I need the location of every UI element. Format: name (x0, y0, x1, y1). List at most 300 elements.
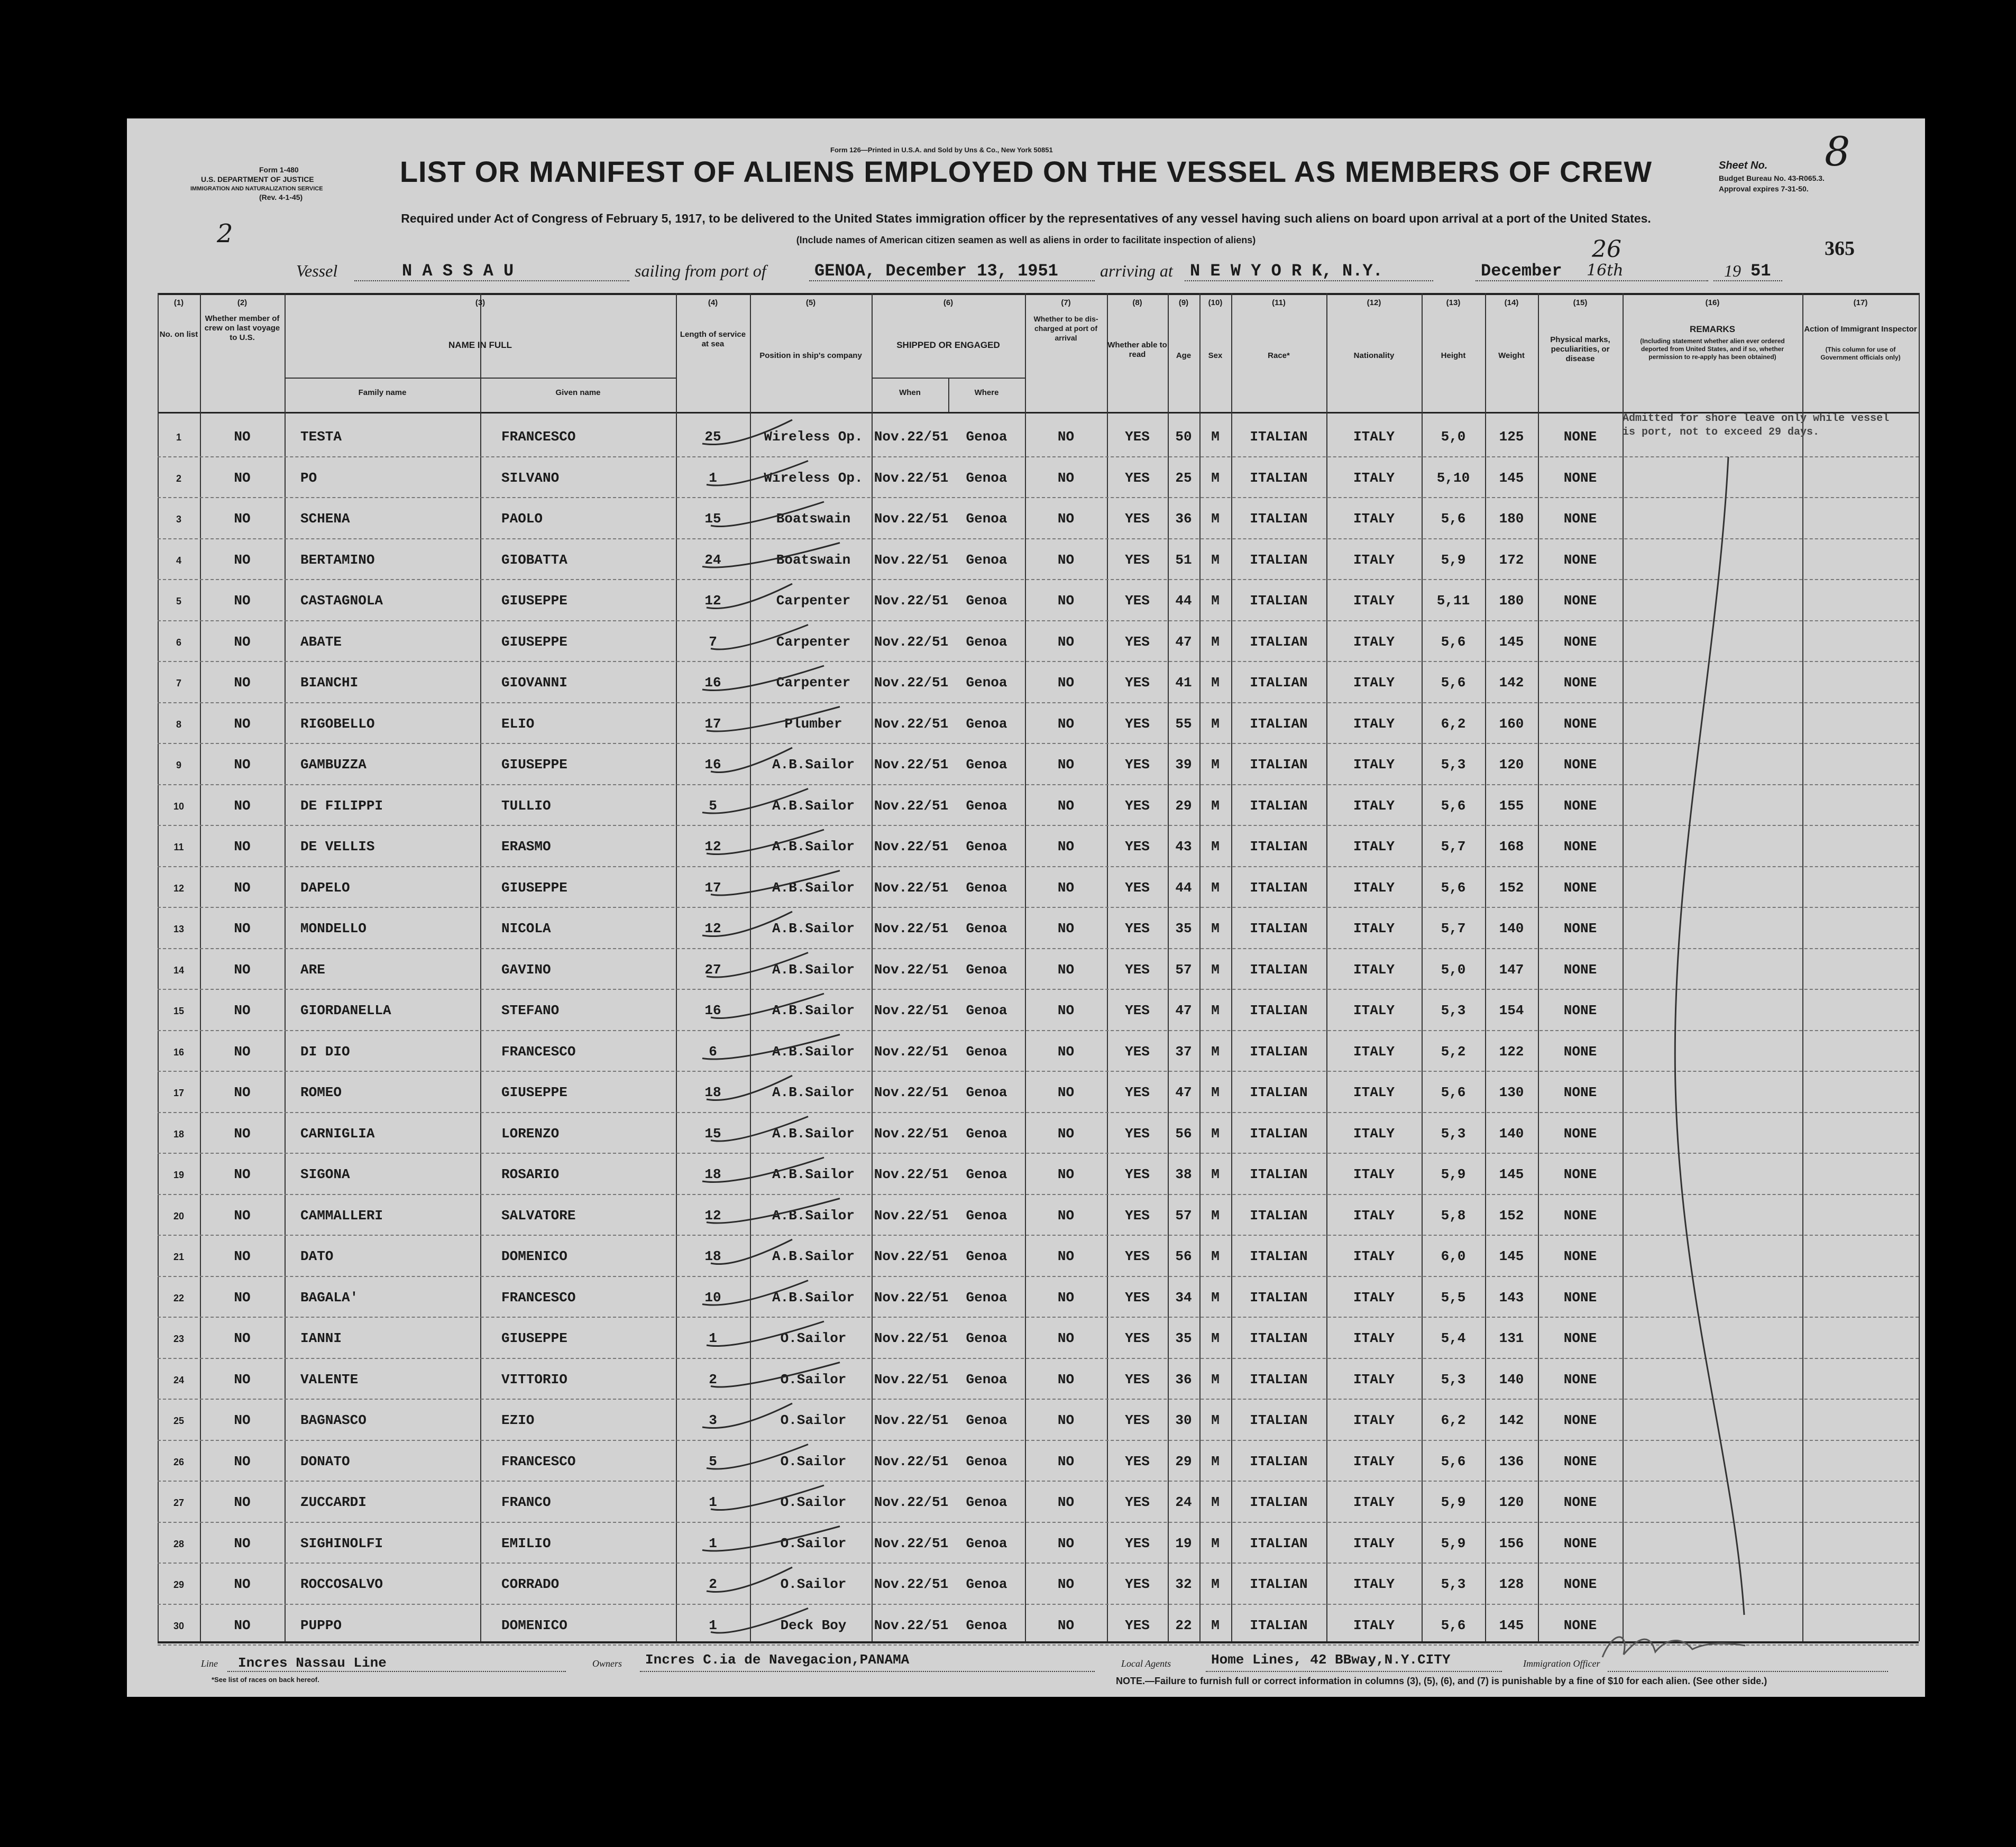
row-given-name: FRANCESCO (501, 429, 576, 445)
row-position: A.B.Sailor (772, 1166, 855, 1182)
header-shipped: SHIPPED OR ENGAGED (896, 340, 1000, 350)
row-position: A.B.Sailor (772, 1248, 855, 1264)
subheader-rule (285, 378, 676, 379)
department: U.S. DEPARTMENT OF JUSTICE (201, 175, 314, 183)
row-height: 5,8 (1441, 1207, 1466, 1224)
row-nationality: ITALY (1353, 1003, 1395, 1018)
row-discharged: NO (1057, 552, 1075, 568)
row-weight: 143 (1499, 1289, 1524, 1306)
check-mark (702, 1157, 824, 1182)
row-number: 3 (176, 514, 181, 525)
row-length-service: 10 (704, 1289, 721, 1306)
stamp-number: 365 (1825, 237, 1855, 260)
column-number: (7) (1061, 298, 1071, 307)
check-mark (707, 1445, 808, 1469)
row-given-name: LORENZO (501, 1125, 560, 1142)
row-number: 25 (173, 1416, 185, 1426)
row-when: Nov.22/51 (874, 1453, 949, 1469)
row-discharged: NO (1057, 1371, 1075, 1387)
row-physical-marks: NONE (1563, 511, 1597, 527)
check-mark (702, 420, 792, 445)
row-discharged: NO (1057, 675, 1075, 691)
row-age: 30 (1175, 1412, 1192, 1428)
row-weight: 130 (1499, 1085, 1524, 1100)
sailing-label: sailing from port of (635, 261, 766, 280)
header-sex: Sex (1208, 351, 1223, 360)
header-remarks-note: (Including statement whether alien ever ordered deported from United States, and if so, whether permission to re-apply has been obtained) (1640, 337, 1785, 361)
row-where: Genoa (966, 1085, 1007, 1100)
row-where: Genoa (966, 552, 1007, 568)
row-able-read: YES (1125, 879, 1150, 896)
row-weight: 131 (1499, 1330, 1524, 1346)
header-where: Where (974, 388, 999, 397)
row-sex: M (1211, 839, 1220, 854)
row-weight: 145 (1499, 1248, 1524, 1264)
row-given-name: STEFANO (501, 1003, 560, 1018)
row-previous-voyage: NO (234, 675, 251, 691)
row-where: Genoa (966, 961, 1007, 978)
row-number: 20 (173, 1210, 185, 1221)
row-weight: 180 (1499, 593, 1524, 609)
row-physical-marks: NONE (1563, 1289, 1597, 1306)
row-number: 12 (173, 883, 185, 894)
row-nationality: ITALY (1353, 797, 1395, 814)
row-number: 26 (173, 1456, 185, 1467)
row-age: 50 (1175, 429, 1192, 445)
row-discharged: NO (1057, 429, 1075, 445)
row-weight: 180 (1499, 511, 1524, 527)
row-age: 47 (1175, 1085, 1192, 1100)
row-where: Genoa (966, 1494, 1007, 1510)
row-nationality: ITALY (1353, 552, 1395, 568)
header-no-on-list: No. on list (159, 330, 198, 339)
row-family-name: SCHENA (300, 511, 350, 527)
row-position: O.Sailor (780, 1535, 847, 1551)
row-discharged: NO (1057, 1617, 1075, 1633)
check-mark (707, 830, 824, 854)
row-height: 5,7 (1441, 839, 1466, 854)
row-nationality: ITALY (1353, 1207, 1395, 1224)
row-length-service: 24 (704, 552, 721, 568)
row-race: ITALIAN (1250, 429, 1308, 445)
row-where: Genoa (966, 1576, 1007, 1592)
row-previous-voyage: NO (234, 1248, 251, 1264)
row-nationality: ITALY (1353, 1085, 1395, 1100)
row-position: Plumber (784, 715, 842, 732)
row-given-name: GIUSEPPE (501, 757, 567, 773)
row-height: 5,6 (1441, 1085, 1466, 1100)
check-mark (711, 1485, 824, 1510)
row-position: Carpenter (776, 633, 851, 650)
row-weight: 145 (1499, 470, 1524, 486)
row-age: 29 (1175, 1453, 1192, 1469)
row-length-service: 1 (709, 1330, 717, 1346)
row-sex: M (1211, 633, 1220, 650)
row-family-name: DATO (300, 1248, 334, 1264)
check-mark (702, 789, 808, 814)
row-race: ITALIAN (1250, 1371, 1308, 1387)
row-length-service: 16 (704, 757, 721, 773)
row-able-read: YES (1125, 961, 1150, 978)
row-race: ITALIAN (1250, 633, 1308, 650)
column-number: (8) (1132, 298, 1142, 307)
row-family-name: ABATE (300, 633, 342, 650)
row-weight: 155 (1499, 797, 1524, 814)
arrival-date: December (1481, 261, 1562, 281)
row-when: Nov.22/51 (874, 1371, 949, 1387)
row-height: 5,10 (1436, 470, 1470, 486)
check-mark (702, 666, 824, 691)
row-previous-voyage: NO (234, 633, 251, 650)
row-length-service: 1 (709, 1494, 717, 1510)
column-number: (16) (1705, 298, 1720, 307)
column-number: (5) (805, 298, 816, 307)
row-given-name: GIOBATTA (501, 552, 567, 568)
row-sex: M (1211, 1125, 1220, 1142)
row-nationality: ITALY (1353, 1535, 1395, 1551)
row-number: 13 (173, 924, 185, 934)
arriving-value: N E W Y O R K, N.Y. (1190, 261, 1383, 281)
row-height: 5,0 (1441, 429, 1466, 445)
row-number: 19 (173, 1170, 185, 1180)
row-where: Genoa (966, 797, 1007, 814)
row-sex: M (1211, 1494, 1220, 1510)
row-height: 5,3 (1441, 1003, 1466, 1018)
row-weight: 140 (1499, 1371, 1524, 1387)
row-weight: 128 (1499, 1576, 1524, 1592)
row-discharged: NO (1057, 1330, 1075, 1346)
row-age: 22 (1175, 1617, 1192, 1633)
row-given-name: FRANCESCO (501, 1289, 576, 1306)
header-action-note: (This column for use of Government officials only) (1820, 346, 1901, 361)
row-given-name: TULLIO (501, 797, 551, 814)
row-position: O.Sailor (780, 1330, 847, 1346)
row-race: ITALIAN (1250, 1125, 1308, 1142)
row-length-service: 1 (709, 1617, 717, 1633)
row-where: Genoa (966, 1617, 1007, 1633)
row-race: ITALIAN (1250, 511, 1308, 527)
year-prefix: 19 (1724, 261, 1741, 280)
row-given-name: ERASMO (501, 839, 551, 854)
row-sex: M (1211, 1535, 1220, 1551)
row-number: 16 (173, 1046, 185, 1058)
row-given-name: FRANCESCO (501, 1043, 576, 1060)
row-family-name: ROCCOSALVO (300, 1576, 383, 1592)
row-where: Genoa (966, 470, 1007, 486)
row-height: 5,7 (1441, 921, 1466, 936)
row-when: Nov.22/51 (874, 675, 949, 691)
column-divider (1802, 293, 1803, 1641)
row-sex: M (1211, 429, 1220, 445)
row-discharged: NO (1057, 1003, 1075, 1018)
row-height: 5,3 (1441, 757, 1466, 773)
row-previous-voyage: NO (234, 715, 251, 732)
inspector-line-mark (1638, 452, 1755, 1631)
row-where: Genoa (966, 675, 1007, 691)
row-able-read: YES (1125, 1494, 1150, 1510)
row-where: Genoa (966, 429, 1007, 445)
row-previous-voyage: NO (234, 1535, 251, 1551)
row-nationality: ITALY (1353, 961, 1395, 978)
column-number: (6) (943, 298, 954, 307)
row-when: Nov.22/51 (874, 1576, 949, 1592)
row-family-name: CAMMALLERI (300, 1207, 383, 1224)
row-physical-marks: NONE (1563, 1248, 1597, 1264)
header-name-in-full: NAME IN FULL (448, 340, 512, 350)
row-where: Genoa (966, 1207, 1007, 1224)
row-age: 34 (1175, 1289, 1192, 1306)
row-when: Nov.22/51 (874, 1494, 949, 1510)
row-when: Nov.22/51 (874, 1289, 949, 1306)
form-number: Form 1-480 (259, 166, 299, 174)
row-sex: M (1211, 1248, 1220, 1264)
check-mark (711, 871, 840, 896)
row-age: 32 (1175, 1576, 1192, 1592)
row-when: Nov.22/51 (874, 1207, 949, 1224)
row-previous-voyage: NO (234, 1043, 251, 1060)
row-race: ITALIAN (1250, 1453, 1308, 1469)
row-race: ITALIAN (1250, 1043, 1308, 1060)
row-age: 47 (1175, 1003, 1192, 1018)
row-family-name: ARE (300, 961, 325, 978)
row-physical-marks: NONE (1563, 1043, 1597, 1060)
row-position: Boatswain (776, 511, 851, 527)
row-height: 5,9 (1441, 552, 1466, 568)
row-length-service: 5 (709, 1453, 717, 1469)
row-sex: M (1211, 961, 1220, 978)
row-physical-marks: NONE (1563, 839, 1597, 854)
row-physical-marks: NONE (1563, 1453, 1597, 1469)
row-family-name: BERTAMINO (300, 552, 375, 568)
include-note: (Include names of American citizen seamen as well as aliens in order to facilitate inspection of aliens) (796, 235, 1256, 245)
row-race: ITALIAN (1250, 715, 1308, 732)
row-discharged: NO (1057, 1494, 1075, 1510)
row-weight: 145 (1499, 1166, 1524, 1182)
row-discharged: NO (1057, 511, 1075, 527)
row-physical-marks: NONE (1563, 470, 1597, 486)
row-where: Genoa (966, 1412, 1007, 1428)
row-nationality: ITALY (1353, 593, 1395, 609)
row-race: ITALIAN (1250, 921, 1308, 936)
header-remarks: REMARKS (1690, 324, 1735, 334)
row-nationality: ITALY (1353, 1043, 1395, 1060)
row-physical-marks: NONE (1563, 879, 1597, 896)
row-height: 5,2 (1441, 1043, 1466, 1060)
row-able-read: YES (1125, 1576, 1150, 1592)
row-given-name: DOMENICO (501, 1248, 567, 1264)
row-physical-marks: NONE (1563, 1003, 1597, 1018)
row-length-service: 5 (709, 797, 717, 814)
row-when: Nov.22/51 (874, 757, 949, 773)
row-physical-marks: NONE (1563, 429, 1597, 445)
manifest-page (127, 118, 1925, 1697)
row-physical-marks: NONE (1563, 1330, 1597, 1346)
row-family-name: SIGONA (300, 1166, 350, 1182)
row-previous-voyage: NO (234, 1003, 251, 1018)
row-length-service: 17 (704, 715, 721, 732)
row-nationality: ITALY (1353, 1289, 1395, 1306)
row-discharged: NO (1057, 470, 1075, 486)
arrival-day-overwrite: 26 (1592, 236, 1621, 263)
row-given-name: GIUSEPPE (501, 593, 567, 609)
row-race: ITALIAN (1250, 470, 1308, 486)
column-number: (13) (1446, 298, 1461, 307)
row-where: Genoa (966, 921, 1007, 936)
row-able-read: YES (1125, 1371, 1150, 1387)
row-sex: M (1211, 1166, 1220, 1182)
row-given-name: FRANCO (501, 1494, 551, 1510)
row-height: 5,3 (1441, 1125, 1466, 1142)
column-divider (285, 293, 286, 1641)
row-family-name: ZUCCARDI (300, 1494, 366, 1510)
row-age: 36 (1175, 511, 1192, 527)
check-mark (707, 584, 792, 609)
row-age: 39 (1175, 757, 1192, 773)
row-weight: 145 (1499, 1617, 1524, 1633)
row-physical-marks: NONE (1563, 961, 1597, 978)
service: IMMIGRATION AND NATURALIZATION SERVICE (190, 186, 323, 192)
row-given-name: FRANCESCO (501, 1453, 576, 1469)
row-given-name: GIUSEPPE (501, 633, 567, 650)
row-previous-voyage: NO (234, 797, 251, 814)
row-when: Nov.22/51 (874, 429, 949, 445)
row-when: Nov.22/51 (874, 839, 949, 854)
row-discharged: NO (1057, 961, 1075, 978)
row-physical-marks: NONE (1563, 797, 1597, 814)
row-family-name: IANNI (300, 1330, 342, 1346)
header-physical: Physical marks, peculiarities, or disease (1550, 335, 1610, 363)
row-height: 5,9 (1441, 1166, 1466, 1182)
row-number: 24 (173, 1374, 185, 1385)
row-when: Nov.22/51 (874, 470, 949, 486)
row-weight: 136 (1499, 1453, 1524, 1469)
owners-label: Owners (592, 1658, 622, 1669)
row-height: 5,6 (1441, 1617, 1466, 1633)
row-number: 17 (173, 1088, 185, 1098)
row-given-name: ELIO (501, 715, 535, 732)
row-sex: M (1211, 1617, 1220, 1633)
row-physical-marks: NONE (1563, 1412, 1597, 1428)
row-family-name: MONDELLO (300, 921, 366, 936)
row-able-read: YES (1125, 552, 1150, 568)
row-where: Genoa (966, 715, 1007, 732)
sailing-value: GENOA, December 13, 1951 (814, 261, 1058, 281)
row-length-service: 18 (704, 1166, 721, 1182)
row-when: Nov.22/51 (874, 633, 949, 650)
margin-mark: 2 (217, 219, 233, 249)
row-height: 5,6 (1441, 511, 1466, 527)
subheader-rule (948, 378, 949, 412)
row-able-read: YES (1125, 1248, 1150, 1264)
header-weight: Weight (1498, 351, 1525, 360)
year-value: 51 (1751, 261, 1771, 281)
row-given-name: EZIO (501, 1412, 535, 1428)
row-position: O.Sailor (780, 1412, 847, 1428)
officer-signature (1592, 1625, 1751, 1668)
column-number: (9) (1178, 298, 1189, 307)
row-length-service: 6 (709, 1043, 717, 1060)
row-race: ITALIAN (1250, 1207, 1308, 1224)
check-mark (702, 1403, 792, 1428)
row-position: Deck Boy (780, 1617, 847, 1633)
row-length-service: 15 (704, 1125, 721, 1142)
row-position: A.B.Sailor (772, 839, 855, 854)
row-sex: M (1211, 757, 1220, 773)
row-length-service: 1 (709, 470, 717, 486)
header-when: When (899, 388, 921, 397)
row-when: Nov.22/51 (874, 797, 949, 814)
column-divider (1623, 293, 1624, 1641)
row-previous-voyage: NO (234, 1371, 251, 1387)
row-when: Nov.22/51 (874, 1248, 949, 1264)
agents-label: Local Agents (1121, 1658, 1171, 1669)
row-when: Nov.22/51 (874, 1617, 949, 1633)
row-age: 35 (1175, 921, 1192, 936)
row-nationality: ITALY (1353, 921, 1395, 936)
row-length-service: 12 (704, 593, 721, 609)
row-number: 30 (173, 1620, 185, 1631)
row-position: Carpenter (776, 675, 851, 691)
row-physical-marks: NONE (1563, 1207, 1597, 1224)
check-mark (711, 1117, 808, 1142)
row-age: 55 (1175, 715, 1192, 732)
row-previous-voyage: NO (234, 1289, 251, 1306)
check-mark (707, 953, 808, 978)
row-length-service: 12 (704, 839, 721, 854)
row-number: 15 (173, 1006, 185, 1016)
row-nationality: ITALY (1353, 1617, 1395, 1633)
row-race: ITALIAN (1250, 797, 1308, 814)
check-mark (707, 1076, 792, 1100)
row-able-read: YES (1125, 715, 1150, 732)
row-discharged: NO (1057, 633, 1075, 650)
header-whether-member: Whether member of crew on last voyage to U.S. (204, 314, 280, 342)
row-position: O.Sailor (780, 1371, 847, 1387)
row-age: 56 (1175, 1248, 1192, 1264)
row-nationality: ITALY (1353, 429, 1395, 445)
row-able-read: YES (1125, 921, 1150, 936)
row-age: 36 (1175, 1371, 1192, 1387)
row-family-name: CASTAGNOLA (300, 593, 383, 609)
row-nationality: ITALY (1353, 879, 1395, 896)
line-label: Line (201, 1658, 218, 1669)
row-able-read: YES (1125, 839, 1150, 854)
row-weight: 122 (1499, 1043, 1524, 1060)
row-previous-voyage: NO (234, 921, 251, 936)
row-given-name: VITTORIO (501, 1371, 567, 1387)
revision: (Rev. 4-1-45) (259, 193, 303, 201)
row-able-read: YES (1125, 1289, 1150, 1306)
row-discharged: NO (1057, 839, 1075, 854)
row-family-name: DI DIO (300, 1043, 350, 1060)
row-discharged: NO (1057, 1412, 1075, 1428)
row-age: 19 (1175, 1535, 1192, 1551)
row-able-read: YES (1125, 1125, 1150, 1142)
row-nationality: ITALY (1353, 1371, 1395, 1387)
sheet-number: 8 (1825, 128, 1850, 175)
row-when: Nov.22/51 (874, 511, 949, 527)
row-where: Genoa (966, 1289, 1007, 1306)
vessel-line (296, 261, 337, 281)
column-number: (2) (237, 298, 248, 307)
row-age: 24 (1175, 1494, 1192, 1510)
check-mark (711, 1239, 792, 1264)
row-position: A.B.Sailor (772, 879, 855, 896)
row-when: Nov.22/51 (874, 1166, 949, 1182)
row-given-name: NICOLA (501, 921, 551, 936)
row-discharged: NO (1057, 1453, 1075, 1469)
row-able-read: YES (1125, 593, 1150, 609)
